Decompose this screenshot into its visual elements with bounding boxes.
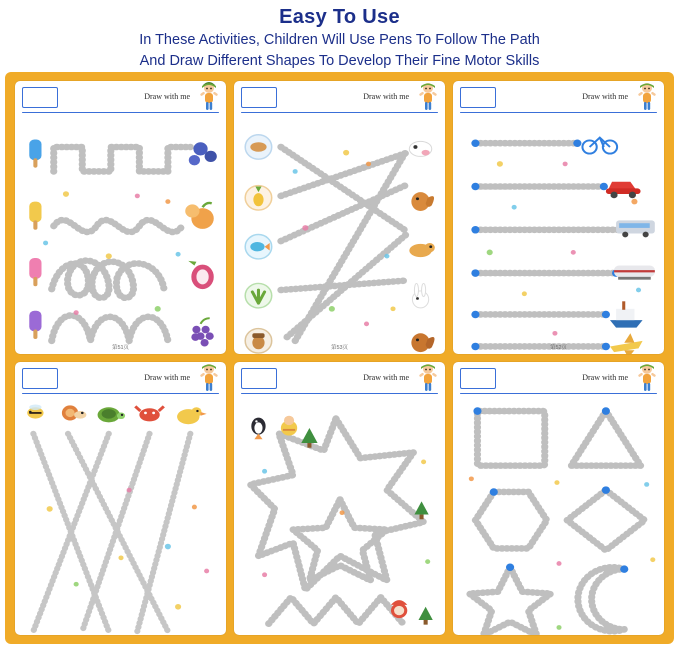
header-rule [460,393,657,394]
card-body [15,115,226,354]
name-box[interactable] [241,87,277,108]
header [0,0,679,72]
trace-paths[interactable] [453,115,664,354]
trace-paths[interactable] [15,396,226,635]
name-box[interactable] [460,368,496,389]
confetti [43,191,181,315]
header-rule [241,393,438,394]
worksheet-card-4[interactable] [15,362,226,635]
trace-paths[interactable] [234,396,445,635]
draw-with-me-label: Draw with me [582,92,628,101]
kid-mascot-icon [415,362,441,394]
subtitle-line-2: And Draw Different Shapes To Develop Their Fine Motor Skills [139,53,540,69]
draw-with-me-label: Draw with me [363,373,409,382]
left-icon-circles [245,135,272,353]
page-title: Easy To Use [279,6,400,28]
draw-with-me-label: Draw with me [363,92,409,101]
card-body [15,396,226,635]
draw-with-me-label: Draw with me [144,92,190,101]
worksheet-card-3[interactable] [453,81,664,354]
worksheet-card-5[interactable] [234,362,445,635]
card-header [15,362,226,396]
name-box[interactable] [22,368,58,389]
kid-mascot-icon [415,81,441,113]
vehicle-icons [582,138,654,354]
page-number: 第51页 [111,345,130,351]
header-rule [22,112,219,113]
draw-with-me-label: Draw with me [144,373,190,382]
name-box[interactable] [241,368,277,389]
subtitle-line-1: In These Activities, Children Will Use Pens To Follow The Path [139,32,540,48]
header-rule [22,393,219,394]
kid-mascot-icon [634,81,660,113]
trace-paths[interactable] [15,115,226,354]
right-animal-icons [409,141,434,352]
card-header [234,362,445,396]
trace-paths[interactable] [234,115,445,354]
page-number: 第53页 [330,345,349,351]
worksheet-card-6[interactable] [453,362,664,635]
worksheet-board [5,72,674,644]
trace-paths[interactable] [453,396,664,635]
name-box[interactable] [460,87,496,108]
draw-with-me-label: Draw with me [582,373,628,382]
header-rule [460,112,657,113]
card-body [234,396,445,635]
kid-mascot-icon [196,81,222,113]
header-rule [241,112,438,113]
worksheet-grid [5,72,674,644]
worksheet-card-1[interactable] [15,81,226,354]
scene-icons [251,416,432,625]
worksheet-card-2[interactable] [234,81,445,354]
card-header [15,81,226,115]
card-header [453,362,664,396]
page-number: 第52页 [549,345,568,351]
card-header [453,81,664,115]
card-body [234,115,445,354]
confetti [469,476,656,629]
card-body [453,396,664,635]
kid-mascot-icon [196,362,222,394]
name-box[interactable] [22,87,58,108]
fruit-icons [185,142,217,346]
card-header [234,81,445,115]
animal-icons [27,404,206,424]
popsicle-icons [29,139,41,338]
card-body [453,115,664,354]
kid-mascot-icon [634,362,660,394]
